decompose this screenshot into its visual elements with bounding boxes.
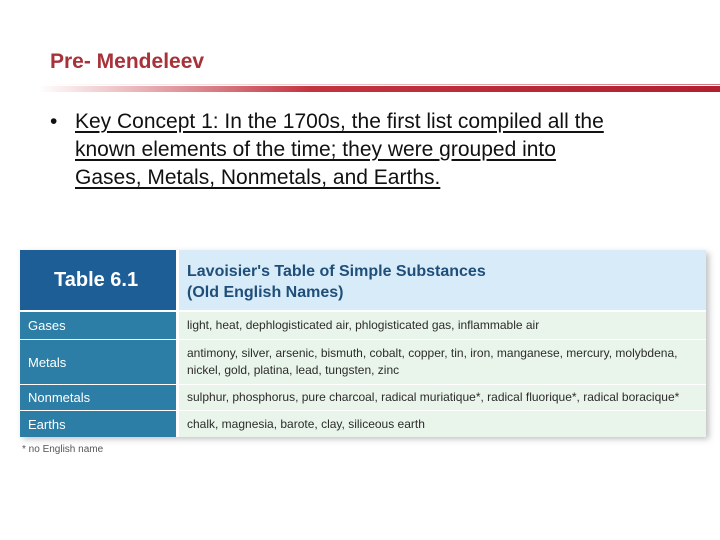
slide-title: Pre- Mendeleev	[50, 50, 205, 73]
lavoisier-table	[20, 250, 706, 436]
table-row-nonmetals	[20, 384, 706, 410]
row-items: sulphur, phosphorus, pure charcoal, radical muriatique*, radical fluorique*, radical boracique*	[176, 385, 706, 410]
table-footnote: * no English name	[22, 444, 104, 455]
table-caption	[176, 250, 706, 310]
table-row-metals	[20, 339, 706, 384]
title-underline	[38, 86, 720, 92]
bullet-marker: •	[50, 110, 58, 133]
table-row-gases	[20, 311, 706, 339]
table-number: Table 6.1	[20, 250, 176, 310]
bullet-point	[50, 108, 610, 192]
row-items: antimony, silver, arsenic, bismuth, cobalt, copper, tin, iron, manganese, mercury, molybdena, nickel, gold, platina, lead, tungsten, zinc	[176, 340, 706, 384]
row-category: Nonmetals	[20, 385, 176, 410]
bullet-text: Key Concept 1: In the 1700s, the first list compiled all the known elements of the time; they were grouped into Gases, Metals, Nonmetals, and Earths.	[75, 110, 604, 189]
row-items: light, heat, dephlogisticated air, phlogisticated gas, inflammable air	[176, 312, 706, 339]
table-header	[20, 250, 706, 310]
table-row-earths	[20, 410, 706, 437]
table-caption-line1: Lavoisier's Table of Simple Substances	[187, 263, 486, 280]
table-caption-line2: (Old English Names)	[187, 284, 344, 301]
row-category: Gases	[20, 312, 176, 339]
title-underline-thin	[38, 84, 720, 85]
row-category: Metals	[20, 340, 176, 384]
row-items: chalk, magnesia, barote, clay, siliceous earth	[176, 411, 706, 437]
row-category: Earths	[20, 411, 176, 437]
